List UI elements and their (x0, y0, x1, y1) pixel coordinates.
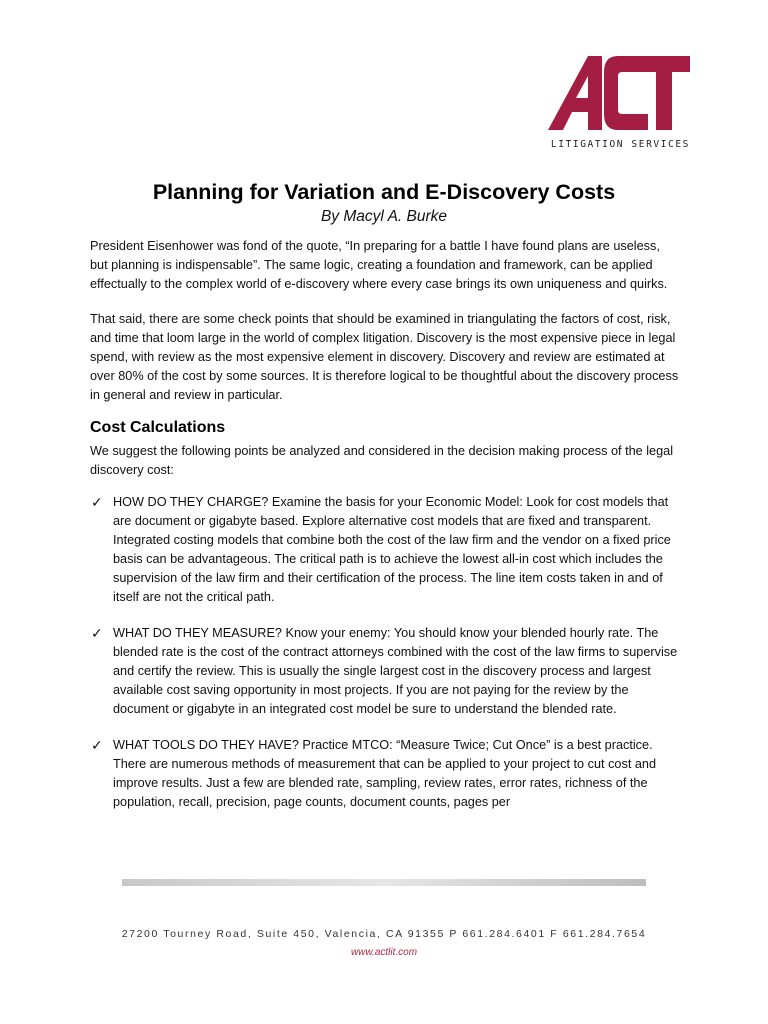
document-title: Planning for Variation and E-Discovery Costs (152, 180, 616, 204)
checklist-text: WHAT TOOLS DO THEY HAVE? Practice MTCO: “Measure Twice; Cut Once” is a best practice. There are numerous methods of measurement that can be applied to your project to cut cost and improve results. Just a few are blended rate, sampling, review rates, error rates, richness of the population, recall, precision, page counts, document counts, pages per (113, 738, 657, 809)
paragraph: That said, there are some check points that should be examined in triangulating the factors of cost, risk, and time that loom large in the world of complex litigation. Discovery is the most expensive piece in legal spend, with review as the most expensive element in discovery. Discovery and review are estimated at over 80% of the cost by some sources. It is therefore logical to be thoughtful about the discovery process in general and review in particular. (90, 312, 679, 402)
act-logo (548, 50, 698, 154)
footer-divider (122, 879, 646, 886)
section-intro: We suggest the following points be analyzed and considered in the decision making process of the legal discovery cost: (90, 444, 674, 477)
checklist-text: WHAT DO THEY MEASURE? Know your enemy: You should know your blended hourly rate. The blended rate is the cost of the contract attorneys combined with the cost of the law firms to supervise and certify the review. This is usually the single largest cost in the discovery process and largest available cost saving opportunity in most projects. If you are not paying for the review by the document or gigabyte in an integrated cost model be sure to understand the blended rate. (113, 626, 678, 716)
checkmark-icon: ✓ (91, 494, 103, 510)
checklist-item (90, 736, 680, 812)
checkmark-icon: ✓ (91, 737, 103, 753)
checkmark-icon: ✓ (91, 625, 103, 641)
author-byline: By Macyl A. Burke (320, 208, 448, 225)
document-body (90, 237, 680, 829)
website-link[interactable]: www.actlit.com (350, 947, 418, 958)
section-heading: Cost Calculations (90, 419, 226, 436)
checklist-text: HOW DO THEY CHARGE? Examine the basis for your Economic Model: Look for cost models that are document or gigabyte based. Explore alternative cost models that are fixed and transparent. Integrated costing models that combine both the cost of the law firm and the vendor on a fixed price basis can be advantageous. The critical path is to achieve the lowest all-in cost which includes the supervision of the law firm and their certification of the process. The line item costs taken in and of itself are not the critical path. (113, 495, 671, 604)
checklist-item (90, 493, 680, 607)
act-logo-mark (548, 50, 690, 136)
checklist-item (90, 624, 680, 719)
checklist (90, 493, 680, 812)
logo-subtitle: LITIGATION SERVICES (550, 139, 690, 150)
paragraph: President Eisenhower was fond of the quote, “In preparing for a battle I have found plans are useless, but planning is indispensable”. The same logic, creating a foundation and framework, can be applied effectually to the complex world of e-discovery where every case brings its own uniqueness and quirks. (90, 239, 668, 291)
footer-address: 27200 Tourney Road, Suite 450, Valencia, CA 91355 P 661.284.6401 F 661.284.7654 (121, 928, 647, 940)
